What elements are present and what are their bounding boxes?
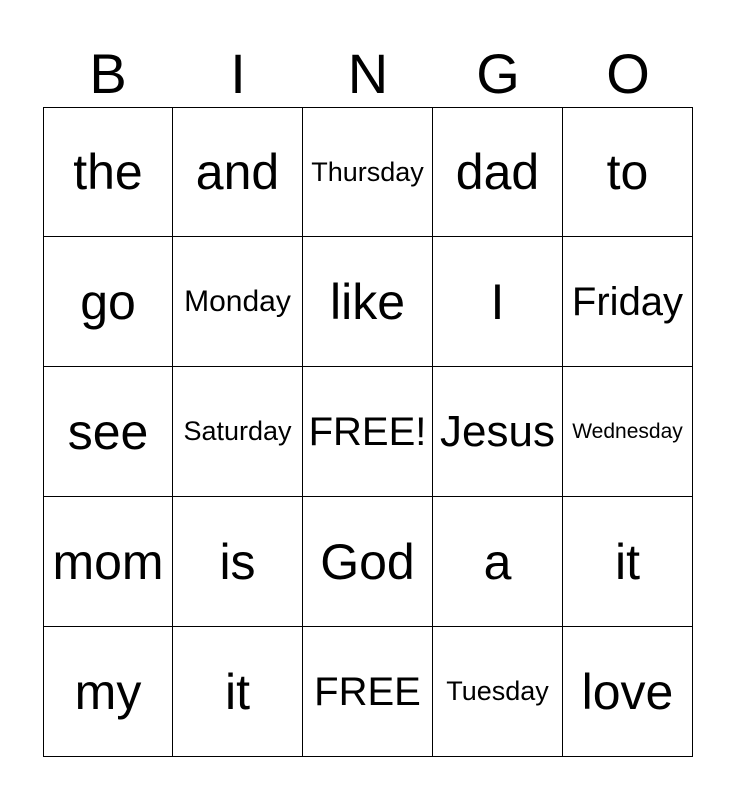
bingo-cell[interactable]: the xyxy=(43,107,173,237)
bingo-cell[interactable]: God xyxy=(303,497,433,627)
bingo-cell[interactable]: like xyxy=(303,237,433,367)
bingo-cell[interactable]: and xyxy=(173,107,303,237)
header-letter-b: B xyxy=(89,42,127,105)
header-letter-i: I xyxy=(230,42,246,105)
bingo-cell[interactable]: is xyxy=(173,497,303,627)
bingo-cell[interactable]: Thursday xyxy=(303,107,433,237)
bingo-cell[interactable]: Wednesday xyxy=(563,367,693,497)
bingo-cell[interactable]: Friday xyxy=(563,237,693,367)
bingo-cell[interactable]: a xyxy=(433,497,563,627)
header-letter-n: N xyxy=(347,42,389,105)
bingo-cell[interactable]: dad xyxy=(433,107,563,237)
bingo-cell[interactable]: to xyxy=(563,107,693,237)
bingo-cell[interactable]: FREE xyxy=(303,627,433,757)
bingo-header xyxy=(43,42,693,106)
bingo-cell[interactable]: I xyxy=(433,237,563,367)
bingo-cell[interactable]: it xyxy=(173,627,303,757)
bingo-cell[interactable]: see xyxy=(43,367,173,497)
bingo-cell[interactable]: Tuesday xyxy=(433,627,563,757)
bingo-cell[interactable]: love xyxy=(563,627,693,757)
bingo-cell[interactable]: Monday xyxy=(173,237,303,367)
bingo-cell[interactable]: Jesus xyxy=(433,367,563,497)
bingo-cell[interactable]: it xyxy=(563,497,693,627)
header-letter-g: G xyxy=(476,42,520,105)
bingo-cell[interactable]: my xyxy=(43,627,173,757)
bingo-cell[interactable]: Saturday xyxy=(173,367,303,497)
bingo-cell[interactable]: go xyxy=(43,237,173,367)
bingo-cell[interactable]: mom xyxy=(43,497,173,627)
free-space-cell[interactable]: FREE! xyxy=(303,367,433,497)
header-letter-o: O xyxy=(606,42,650,105)
bingo-board xyxy=(43,107,693,757)
